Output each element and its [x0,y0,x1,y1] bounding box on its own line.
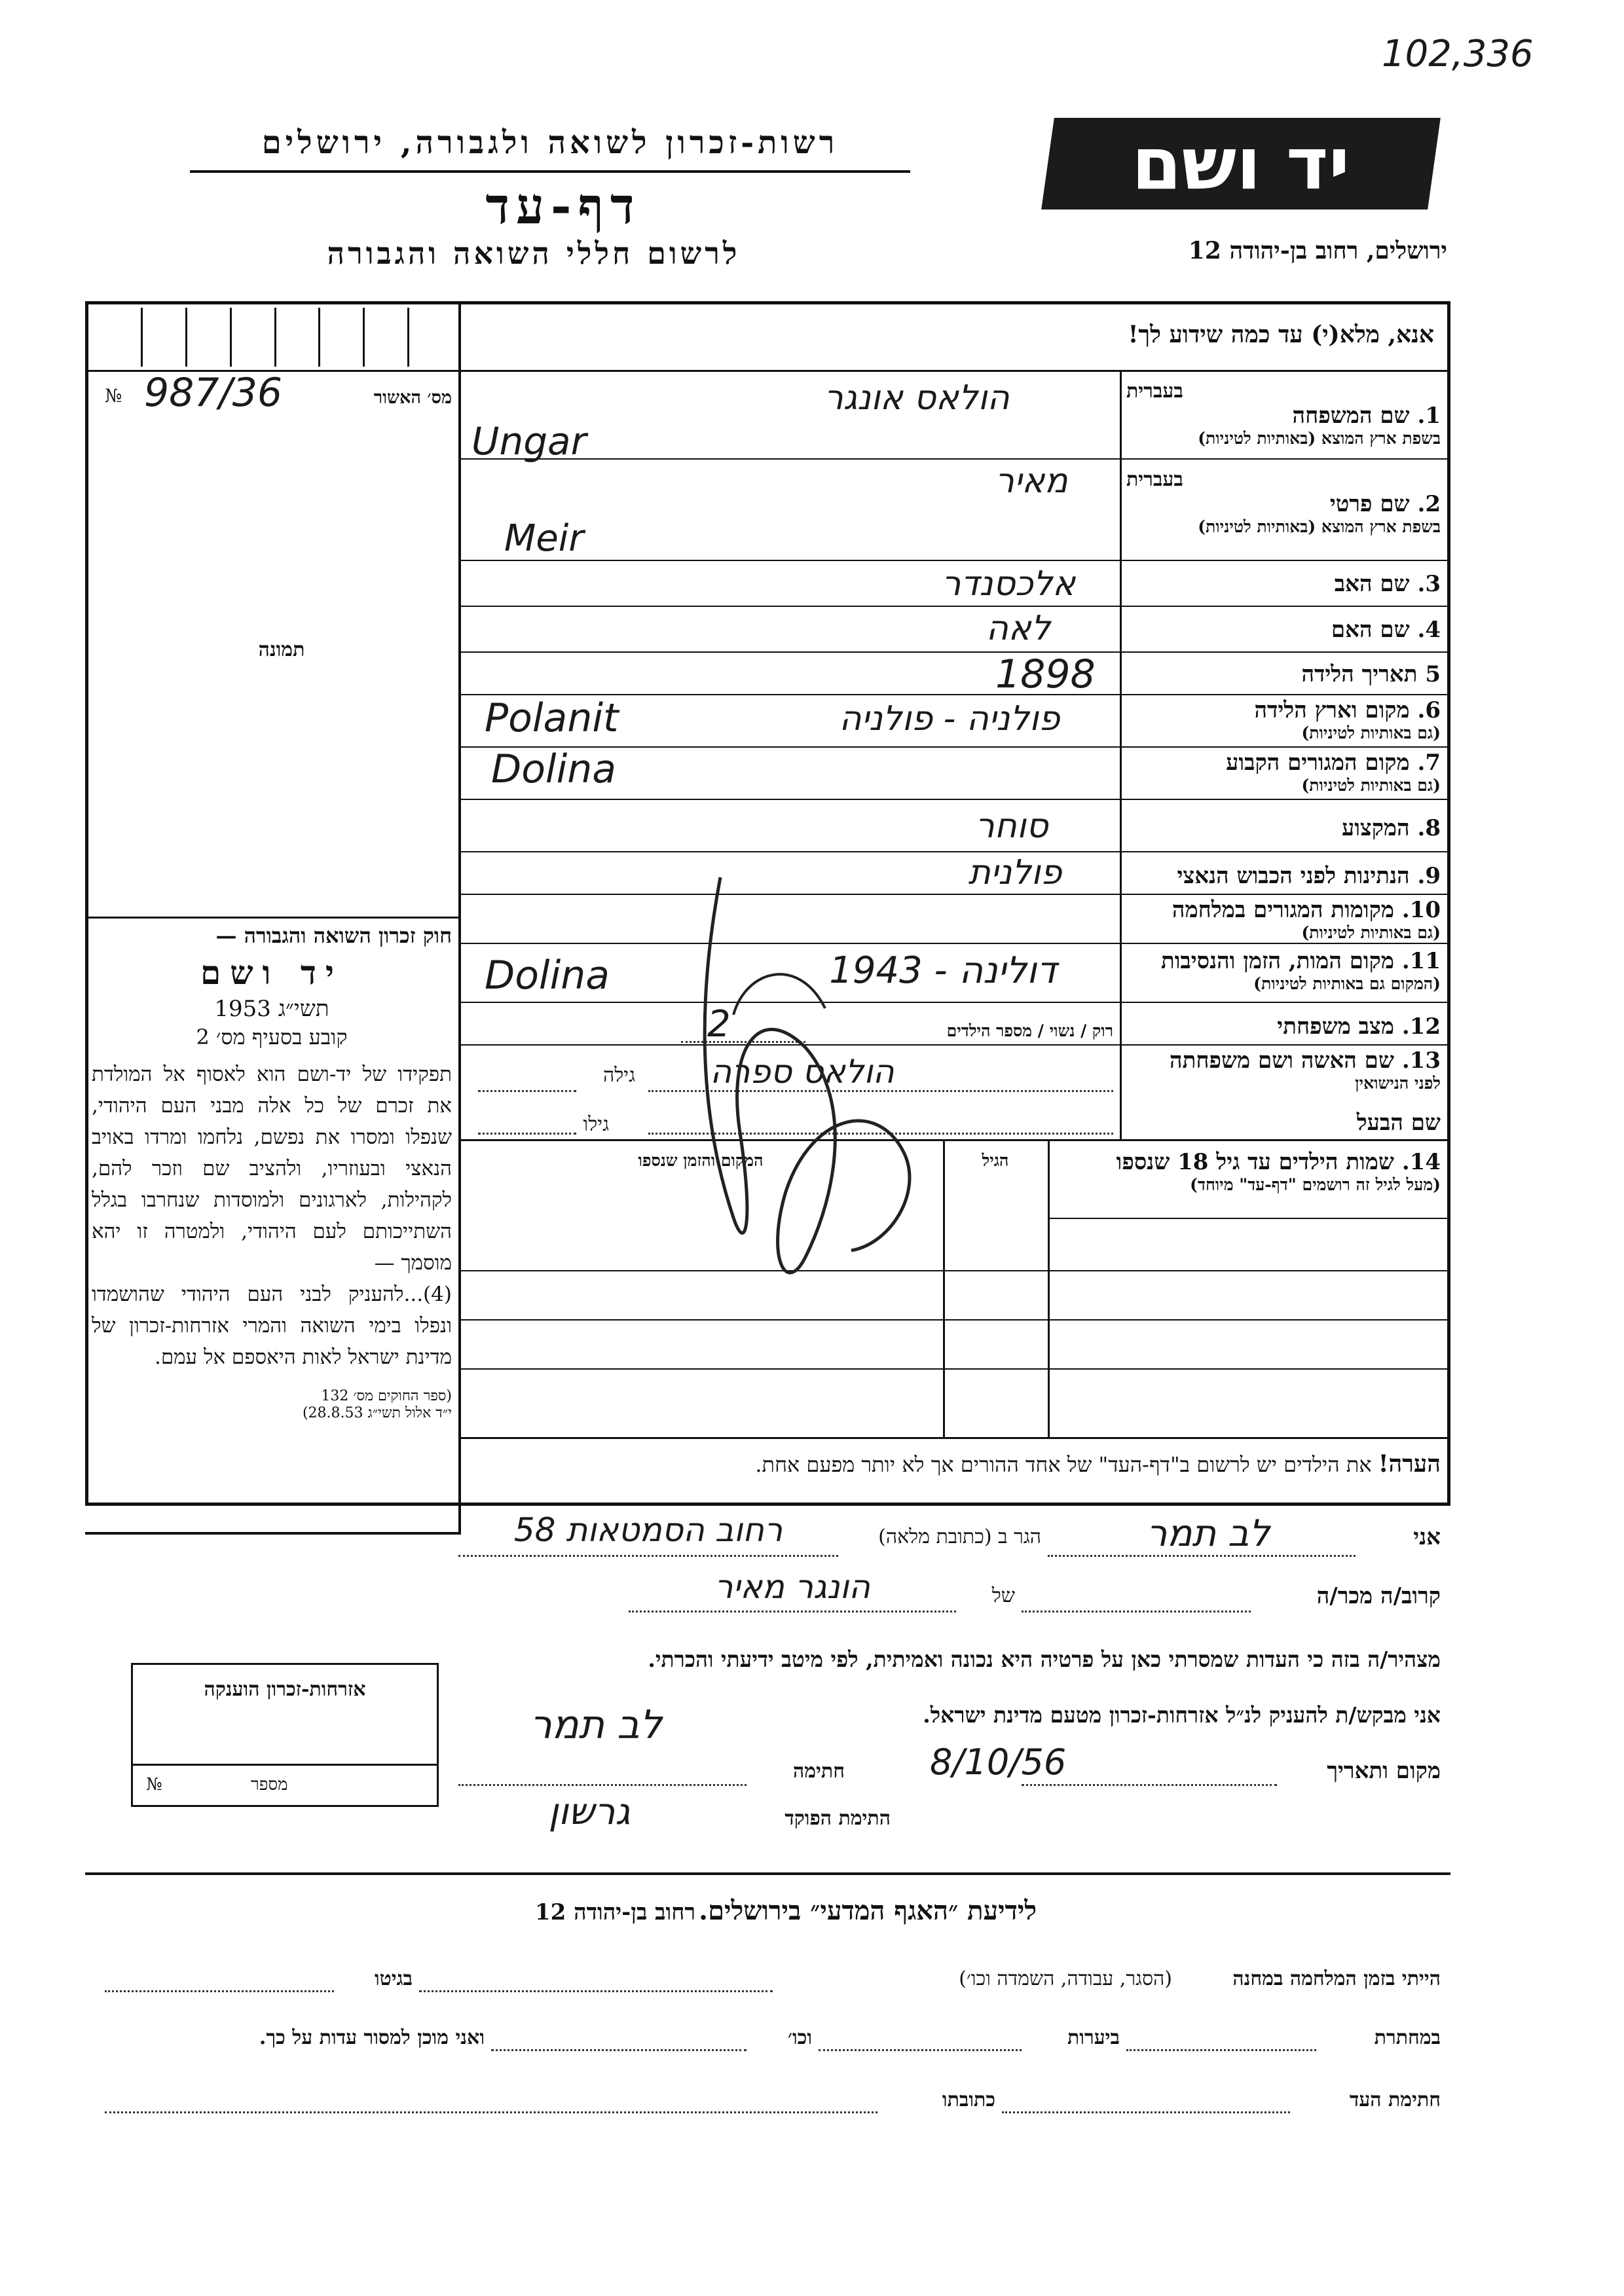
field-label: מקום המגורים הקבוע [1226,750,1410,776]
law-clause: קובע בסעיף מס׳ 2 [196,1025,348,1049]
relative-line [629,1611,956,1613]
family-name-hebrew: הולאס אונגר [824,378,1010,418]
field-birth-date [1126,661,1441,687]
authority-name: רשות-זכרון לשואה ולגבורה, ירושלים [261,124,839,161]
instruction: אנא, מלא(י) עד כמה שידוע לך! [1128,321,1434,348]
approval-number: 987/36 [144,370,283,416]
law-box-bottom [85,1532,461,1535]
law-text: תפקידו של יד-ושם הוא לאסוף אל המולדת את זכרם של כל אלה מבני העם היהודי, שנפלו ומסרו את נפשם, נלחמו ומרדו באויב הנאצי ובעוזריו, ולהציב שם וזכר להם, לקהילות, לארגונים ולמוסדות שנחרבו בגלל השתייכותם לעם היהודי, ולמטרה זו יהא מוסמך — [92,1063,452,1275]
field-wife-name [1126,1048,1441,1093]
birth-place-hebrew: פולניה - פולניה [839,699,1060,738]
hebrew-label: בעברית [1126,380,1183,403]
field-label: מקום המות, הזמן והנסיבות [1160,948,1394,974]
field-label: שם המשפחה [1292,403,1410,429]
footer-line2-d: ואני מוכן למסור עדות על כך. [259,2026,485,2049]
field-sublabel: (גם באותיות לטיניות) [1301,776,1441,795]
law-name: יד ושם [200,953,343,992]
footer-line1-dots-2 [105,1990,334,1992]
field-family-name [1126,380,1441,448]
footer-line1-dots [419,1990,773,1992]
field-label: מקום וארץ הלידה [1254,697,1410,723]
declarant-signature: לב תמר [530,1702,662,1748]
field-label: מצב משפחתי [1277,1013,1394,1040]
relation-line [1022,1611,1251,1613]
citizenship-number-row [133,1764,437,1805]
field-father-name [1126,571,1441,597]
law-text-2: (4)...להעניק לבני העם היהודי שהושמדו ונפלו בימי השואה והמרי אזרחות-זכרון של מדינת ישראל לאות היאספם אל עמם. [92,1283,452,1369]
declaration-request: אני מבקש/ת להעניק לנ״ל אזרחות-זכרון מטעם מדינת ישראל. [923,1702,1441,1728]
footer-line2-b: ביערות [1067,2026,1120,2049]
field-first-name [1126,468,1441,537]
citizenship-value: פולנית [968,853,1062,892]
note-row [471,1450,1441,1478]
citizenship-number-label: מספר [251,1775,288,1795]
field-label: שם האם [1331,617,1410,643]
children-label: שמות הילדים עד גיל 18 שנספו [1116,1149,1394,1175]
footer-line2-c: וכו׳ [788,2026,812,2049]
footer-divider [85,1872,1450,1875]
children-row-line [1048,1218,1450,1219]
citizenship-box [131,1663,439,1807]
first-name-latin: Meir [504,517,584,560]
children-row-line [461,1437,1450,1439]
children-col-age: הגיל [982,1151,1009,1170]
mother-name-value: לאה [986,609,1051,648]
field-sublabel: בשפת ארץ המוצא (באותיות לטיניות) [1198,517,1441,536]
declarant-name: לב תמר [1146,1512,1270,1555]
children-row-line [461,1319,1450,1321]
row-line [461,651,1450,653]
footer-address: רחוב בן-יהודה 12 [534,1899,696,1925]
hebrew-label: בעברית [1126,468,1183,491]
profession-value: סוחר [975,807,1048,846]
field-husband-name: שם הבעל [1356,1110,1441,1136]
field-label: מקומות המגורים במלחמה [1172,897,1394,923]
wife-age-line [478,1090,576,1092]
of-label: של [991,1584,1015,1607]
footer-line3-dots-2 [105,2111,877,2113]
photo-label: תמונה [258,638,305,661]
archive-number: 102,336 [1382,33,1534,75]
field-label: המקצוע [1341,815,1410,841]
field-sublabel: (המקום גם באותיות לטיניות) [1253,974,1441,993]
approval-prefix: № [105,385,122,407]
footer-line2-a: במחתרת [1374,2026,1441,2049]
father-name-value: אלכסנדר [941,564,1076,604]
field-family-status [1126,1013,1441,1040]
note-label: הערה! [1378,1450,1441,1478]
law-box-top [85,917,458,919]
children-count: 2 [707,1003,731,1046]
law-ref-2: י״ד אלול תשי״ג 28.8.53) [302,1405,452,1421]
approval-tick-boxes [98,308,452,367]
left-column-divider [458,301,461,1532]
children-sublabel: (מעל לגיל זה רושמים "דף-עד" מיוחד) [1190,1175,1441,1194]
field-label: תאריך הלידה [1301,661,1418,687]
field-sublabel: בשפת ארץ המוצא (באותיות לטיניות) [1198,429,1441,448]
birth-date-value: 1898 [995,651,1096,697]
field-number: 11. [1401,948,1441,974]
death-hebrew: דולינה - 1943 [829,949,1057,992]
row-line [461,606,1450,607]
family-status-options: רוק / נשוי / מספר הילדים [946,1021,1113,1040]
husband-age-line [478,1133,576,1135]
field-citizenship [1126,863,1441,889]
relation-label: קרוב/ה מכר/ה [1316,1583,1441,1609]
footer-line2-dots [1126,2049,1316,2051]
field-number: 2. [1417,491,1441,517]
footer-line3-dots [1002,2111,1290,2113]
authority-underline [190,170,910,173]
footer-line1-c: בגיטו [374,1967,413,1990]
declarant-address: רחוב הסמטאות 58 [513,1511,783,1549]
handwritten-scribble [655,851,982,1309]
field-war-residence [1126,897,1441,943]
field-sublabel: לפני הנישואין [1355,1074,1441,1093]
children-col-place: המקום והזמן שנספו [638,1151,764,1170]
field-label: שם האשה ושם משפחתה [1170,1048,1394,1074]
family-name-latin: Ungar [471,419,587,464]
field-number: 10. [1401,897,1441,923]
address-line [458,1555,838,1557]
field-number: 4. [1417,617,1441,643]
officer-label: התימת הפוקד [784,1807,891,1830]
field-number: 1. [1417,403,1441,429]
field-number: 8. [1417,815,1441,841]
death-latin: Dolina [485,953,610,998]
first-name-hebrew: מאיר [995,462,1068,501]
field-number: 9. [1417,863,1441,889]
footer-line3-b: כתובתו [942,2088,995,2111]
residence-latin: Dolina [491,746,617,792]
footer-line1-a: הייתי בזמן המלחמה במחנה [1232,1967,1441,1990]
wife-age-label: גילה [602,1064,635,1087]
children-number: 14. [1401,1149,1441,1175]
citizenship-number-prefix: № [146,1775,162,1795]
officer-signature: גרשון [548,1791,631,1833]
field-death [1126,948,1441,994]
law-box [92,923,452,1421]
law-year-he: תשי״ג [278,996,329,1022]
logo-text: יד ושם [1132,122,1350,206]
field-label: שם האב [1334,571,1410,597]
footer-line3-a: חתימת העד [1349,2088,1441,2111]
declarant-i-label: אני [1413,1524,1441,1550]
footer-heading: לידיעת ״האגף המדעי״ בירושלים. [699,1895,1037,1926]
law-year-row [92,996,452,1022]
field-number: 3. [1417,571,1441,597]
field-profession [1126,815,1441,841]
footer-line1-b: (הסגר, עבודה, השמדה וכו׳) [959,1967,1172,1990]
field-number: 6. [1417,697,1441,723]
address-label: הגר ב (כתובת מלאה) [878,1525,1041,1548]
footer-heading-row [327,1895,1244,1926]
declaration-date: 8/10/56 [930,1741,1067,1783]
place-date-label: מקום ותאריך [1327,1758,1441,1784]
law-year: 1953 [214,996,271,1022]
form-title: דף-עד [485,177,641,235]
husband-age-label: גילו [583,1113,609,1136]
place-date-line [1022,1784,1277,1786]
field-sublabel: (גם באותיות לטיניות) [1301,723,1441,742]
label-column-divider [1120,370,1122,1139]
instruction-divider [461,370,1450,372]
children-col-divider [1048,1141,1050,1439]
field-label: שם פרטי [1329,491,1410,517]
footer-line2-dots-3 [491,2049,747,2051]
wife-name-value: הולאס ספרה [710,1053,895,1091]
relative-name: הונגר מאיר [714,1568,870,1606]
field-number: 7. [1417,750,1441,776]
row-line [461,560,1450,561]
law-ref-1: (ספר החוקים מס׳ 132 [321,1388,452,1404]
field-birth-place [1126,697,1441,743]
field-mother-name [1126,617,1441,643]
declarant-name-line [1048,1555,1356,1557]
law-title: חוק זכרון השואה והגבורה — [215,923,452,948]
children-header [1054,1149,1441,1195]
yad-vashem-logo [1041,118,1441,210]
footer-line2-dots-2 [819,2049,1022,2051]
birth-place-latin: Polanit [485,695,619,741]
form-subtitle: לרשום חללי השואה והגבורה [327,236,741,271]
field-number: 13. [1401,1048,1441,1074]
signature-label: חתימה [793,1760,845,1783]
row-line [461,799,1450,800]
citizenship-title: אזרחות-זכרון הוענקה [204,1678,366,1701]
signature-line [458,1784,747,1786]
note-text: את הילדים יש לרשום ב"דף-העד" של אחד ההורים אך לא יותר מפעם אחת. [755,1452,1372,1477]
field-residence [1126,750,1441,795]
header-address: ירושלים, רחוב בן-יהודה 12 [1188,237,1447,264]
field-number: 5 [1425,661,1441,687]
row-line [461,458,1450,460]
children-row-line [461,1368,1450,1370]
field-sublabel: (גם באותיות לטיניות) [1301,923,1441,942]
approval-label: מס׳ האשור [373,388,452,408]
field-number: 12. [1401,1013,1441,1040]
declaration-statement: מצהיר/ה בזה כי העדות שמסרתי כאן על פרטיה היא נכונה ואמיתית, לפי מיטב ידיעתי והכרתי. [648,1647,1441,1672]
field-label: הנתינות לפני הכבוש הנאצי [1177,863,1410,889]
